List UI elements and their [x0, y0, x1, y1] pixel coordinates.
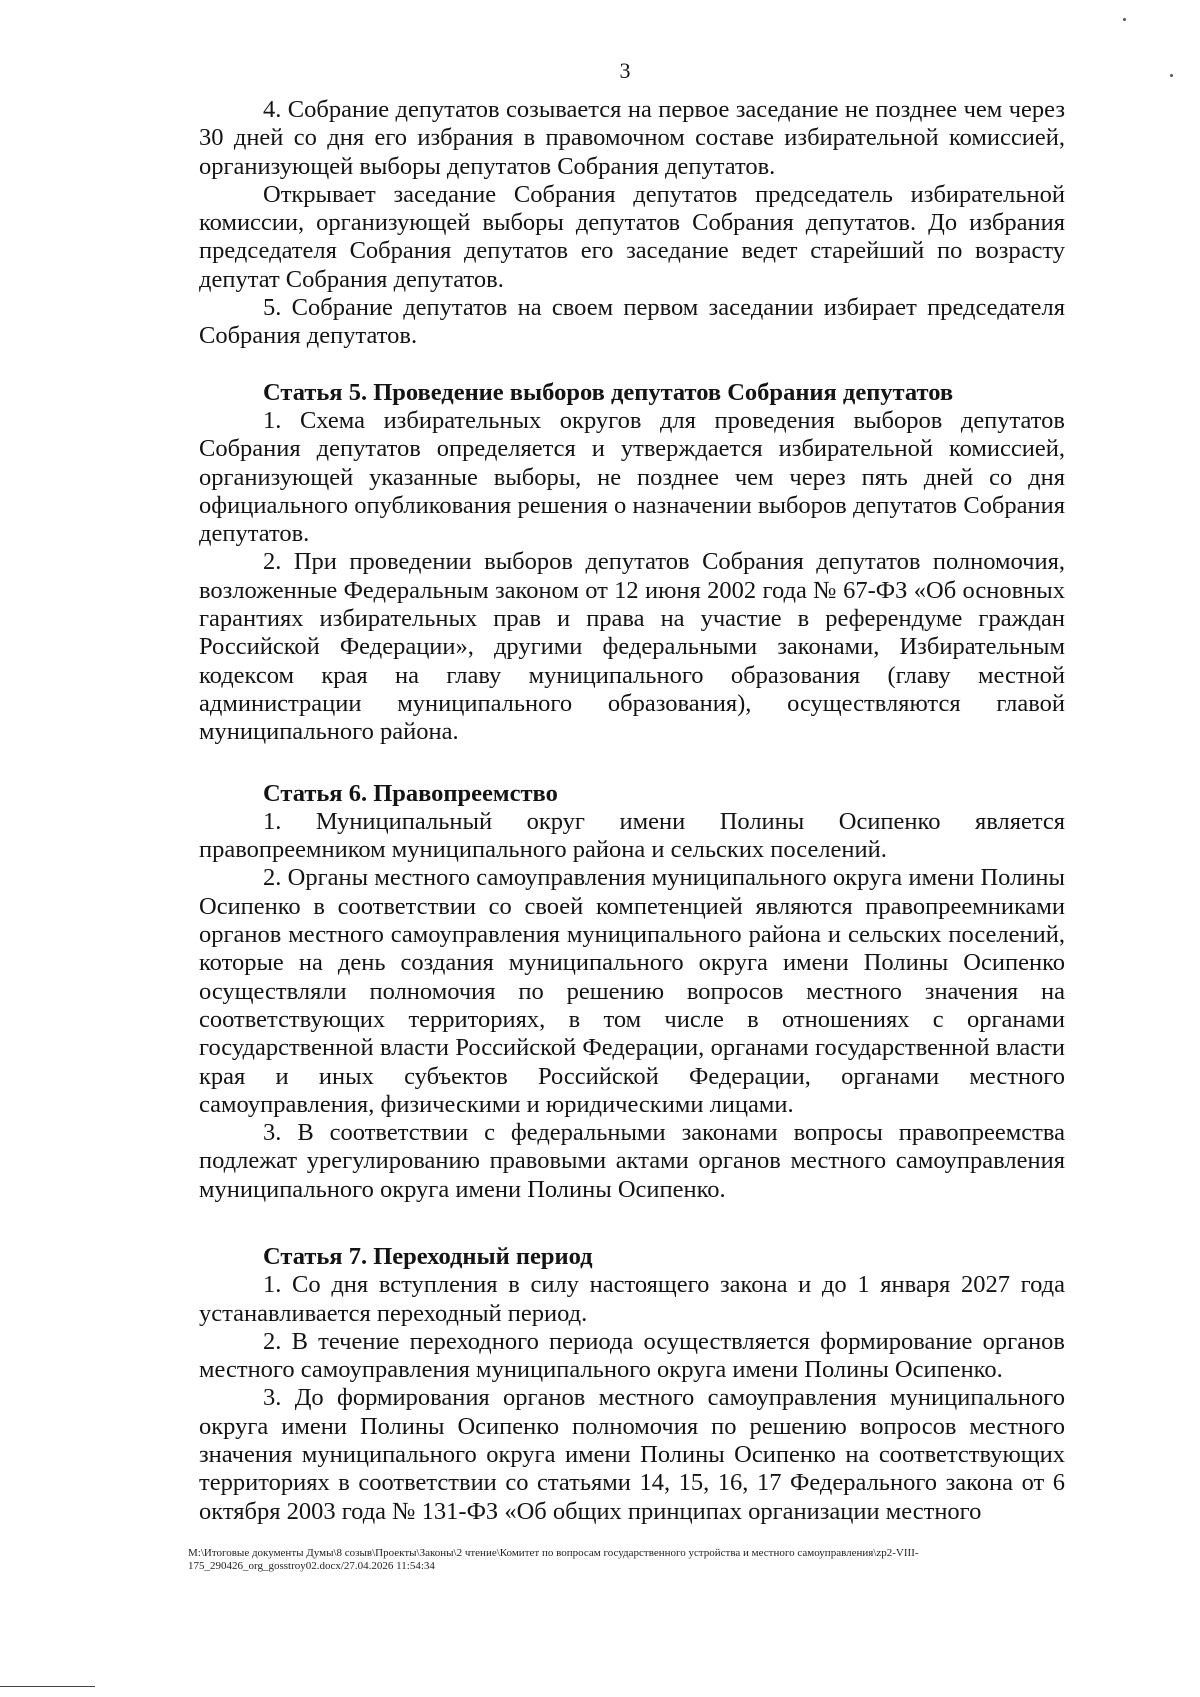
paragraph-art5-item1: 1. Схема избирательных округов для проведения выборов депутатов Собрания депутатов определяется и утверждается избирательной комиссией, организующей указанные выборы, не позднее чем через пять дней со дня официального опубликования решения о назначении выборов депутатов Собрания депутатов. — [199, 406, 1065, 548]
heading-article-7: Статья 7. Переходный период — [263, 1242, 593, 1270]
paragraph-art7-item3: 3. До формирования органов местного самоуправления муниципального округа имени Полины Осипенко полномочия по решению вопросов местного значения муниципального округа имени Полины Осипенко на соответствующих территориях в соответствии со статьями 14, 15, 16, 17 Федерального закона от 6 октября 2003 года № 131-ФЗ «Об общих принципах организации местного — [199, 1384, 1065, 1525]
paragraph-art4-opening: Открывает заседание Собрания депутатов председатель избирательной комиссии, организующей выборы депутатов Собрания депутатов. До избрания председателя Собрания депутатов его заседание ведет старейший по возрасту депутат Собрания депутатов. — [199, 180, 1065, 293]
paragraph-art4-item5: 5. Собрание депутатов на своем первом заседании избирает председателя Собрания депутатов. — [199, 294, 1065, 350]
heading-article-5: Статья 5. Проведение выборов депутатов Собрания депутатов — [263, 378, 954, 406]
document-body — [199, 96, 1065, 1526]
paragraph-art4-item4: 4. Собрание депутатов созывается на первое заседание не позднее чем через 30 дней со дня его избрания в правомочном составе избирательной комиссией, организующей выборы депутатов Собрания депутатов. — [199, 96, 1065, 180]
paragraph-art7-item1: 1. Со дня вступления в силу настоящего закона и до 1 января 2027 года устанавливается переходный период. — [199, 1271, 1065, 1327]
footer-file-path: M:\Итоговые документы Думы\8 созыв\Проекты\Законы\2 чтение\Комитет по вопросам государственного устройства и местного самоуправления\zp2-VIII-175_290426_org_gosstroy02.docx/27.04.2026 11:54:34 — [188, 1547, 919, 1572]
paragraph-art6-item2: 2. Органы местного самоуправления муниципального округа имени Полины Осипенко в соответствии со своей компетенцией являются правопреемниками органов местного самоуправления муниципального района и сельских поселений, которые на день создания муниципального округа имени Полины Осипенко осуществляли полномочия по решению вопросов местного значения на соответствующих территориях, в том числе в отношениях с органами государственной власти Российской Федерации, органами государственной власти края и иных субъектов Российской Федерации, органами местного самоуправления, физическими и юридическими лицами. — [199, 864, 1065, 1118]
heading-article-6: Статья 6. Правопреемство — [263, 779, 558, 807]
paragraph-art6-item1: 1. Муниципальный округ имени Полины Осипенко является правопреемником муниципального района и сельских поселений. — [199, 807, 1065, 864]
paragraph-art5-item2: 2. При проведении выборов депутатов Собрания депутатов полномочия, возложенные Федеральным законом от 12 июня 2002 года № 67-ФЗ «Об основных гарантиях избирательных прав и права на участие в референдуме граждан Российской Федерации», другими федеральными законами, Избирательным кодексом края на главу муниципального образования (главу местной администрации муниципального образования), осуществляются главой муниципального района. — [199, 548, 1065, 746]
scan-speck — [1170, 74, 1173, 77]
page-number: 3 — [619, 58, 631, 83]
paragraph-art7-item2: 2. В течение переходного периода осуществляется формирование органов местного самоуправления муниципального округа имени Полины Осипенко. — [199, 1327, 1065, 1384]
paragraph-art6-item3: 3. В соответствии с федеральными законами вопросы правопреемства подлежат урегулированию правовыми актами органов местного самоуправления муниципального округа имени Полины Осипенко. — [199, 1119, 1065, 1203]
scan-speck — [1123, 18, 1126, 21]
bottom-divider — [0, 1686, 95, 1687]
